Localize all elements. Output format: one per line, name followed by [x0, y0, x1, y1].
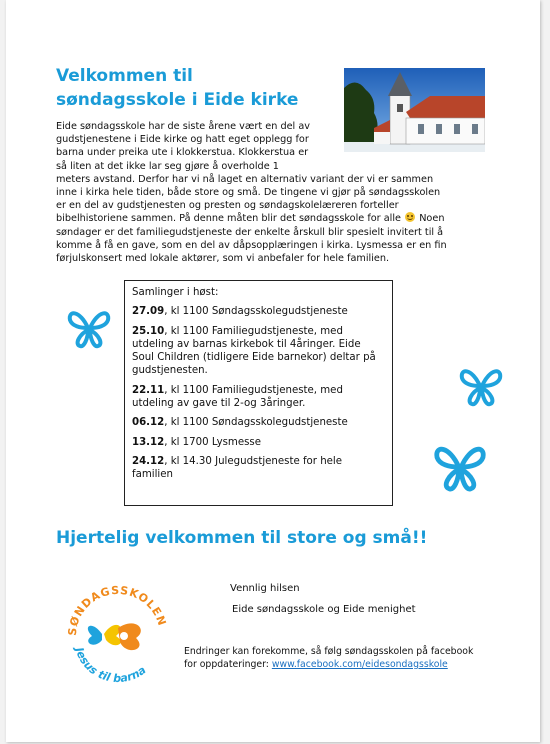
logo-top-text: SØNDAGSSKOLEN	[65, 583, 169, 637]
event-text: , kl 1700 Lysmesse	[164, 436, 261, 448]
schedule-box	[124, 280, 393, 506]
event-text: , kl 1100 Familiegudstjeneste, med utdeling av gave til 2-og 3åringer.	[132, 384, 343, 410]
intro-line: barna under preika ute i klokkerstua. Klokkerstua er	[56, 147, 309, 159]
title-line-2: søndagsskole i Eide kirke	[56, 90, 299, 110]
intro-line: bibelhistoriene sammen. På denne måten blir det søndagsskole for alle	[56, 213, 402, 225]
event-text: , kl 1100 Familiegudstjeneste, med utdeling av barnas kirkebok til 4åringer. Eide Soul Children (tidligere Eide barnekor) deltar på gudstjenesten.	[132, 325, 376, 377]
intro-line: søndager er det familiegudstjeneste der enkelte årskull blir spesielt invitert til å	[56, 226, 444, 238]
intro-paragraph	[56, 120, 476, 265]
intro-line: inne i kirka hele tiden, både store og små. De tingene vi gjør på søndagsskolen	[56, 187, 441, 199]
schedule-event	[132, 305, 385, 318]
butterfly-icon	[458, 362, 504, 410]
intro-line: meters avstand. Derfor har vi nå laget en alternativ variant der vi er sammen	[56, 173, 434, 185]
intro-line-with-smiley	[56, 212, 476, 225]
schedule-heading: Samlinger i høst:	[132, 287, 219, 298]
page-title	[56, 64, 346, 112]
schedule-event	[132, 436, 385, 449]
intro-line: så liten at det ikke lar seg gjøre å overholde 1	[56, 160, 279, 172]
welcome-heading: Hjertelig velkommen til store og små!!	[56, 528, 428, 548]
note-line-2-prefix: for oppdateringer:	[184, 659, 272, 670]
schedule-event	[132, 325, 385, 378]
schedule-event	[132, 455, 385, 482]
schedule-event	[132, 384, 385, 411]
event-text: , kl 1100 Søndagsskolegudstjeneste	[164, 306, 348, 318]
svg-text:Jesus til barna	[72, 644, 149, 685]
schedule-event	[132, 416, 385, 429]
butterfly-icon	[66, 304, 112, 352]
intro-line: Eide søndagsskole har de siste årene vært en del av	[56, 121, 310, 132]
sondagsskolen-logo	[62, 576, 172, 686]
update-note	[184, 645, 504, 671]
intro-line-tail: Noen	[416, 213, 445, 225]
logo-bottom-text: Jesus til barna	[72, 645, 149, 686]
event-date: 25.10	[132, 325, 165, 337]
note-line-1: Endringer kan forekomme, så følg søndagsskolen på facebook	[184, 646, 474, 657]
butterfly-icon	[432, 438, 488, 496]
event-date: 24.12	[132, 455, 165, 467]
smiley-icon	[405, 212, 415, 222]
event-date: 06.12	[132, 417, 165, 429]
title-line-1: Velkommen til	[56, 66, 193, 86]
event-text: , kl 14.30 Julegudstjeneste for hele familien	[132, 455, 343, 481]
intro-line: er en del av gudstjenesten og presten og søndagskolelæreren forteller	[56, 200, 399, 212]
signature: Eide søndagsskole og Eide menighet	[232, 604, 416, 615]
event-date: 22.11	[132, 384, 165, 396]
event-text: , kl 1100 Søndagsskolegudstjeneste	[164, 417, 348, 429]
event-date: 13.12	[132, 436, 165, 448]
facebook-link[interactable]: www.facebook.com/eidesondagsskole	[271, 659, 448, 670]
intro-line: førjulskonsert med lokale aktører, som vi anbefaler for hele familien.	[56, 253, 390, 265]
greeting: Vennlig hilsen	[230, 583, 300, 594]
intro-line: gudstjenestene i Eide kirke og hatt eget opplegg for	[56, 134, 309, 146]
event-date: 27.09	[132, 306, 165, 318]
intro-line: komme å få en gave, som en del av dåpsopplæringen i kirka. Lysmessa er en fin	[56, 239, 447, 251]
